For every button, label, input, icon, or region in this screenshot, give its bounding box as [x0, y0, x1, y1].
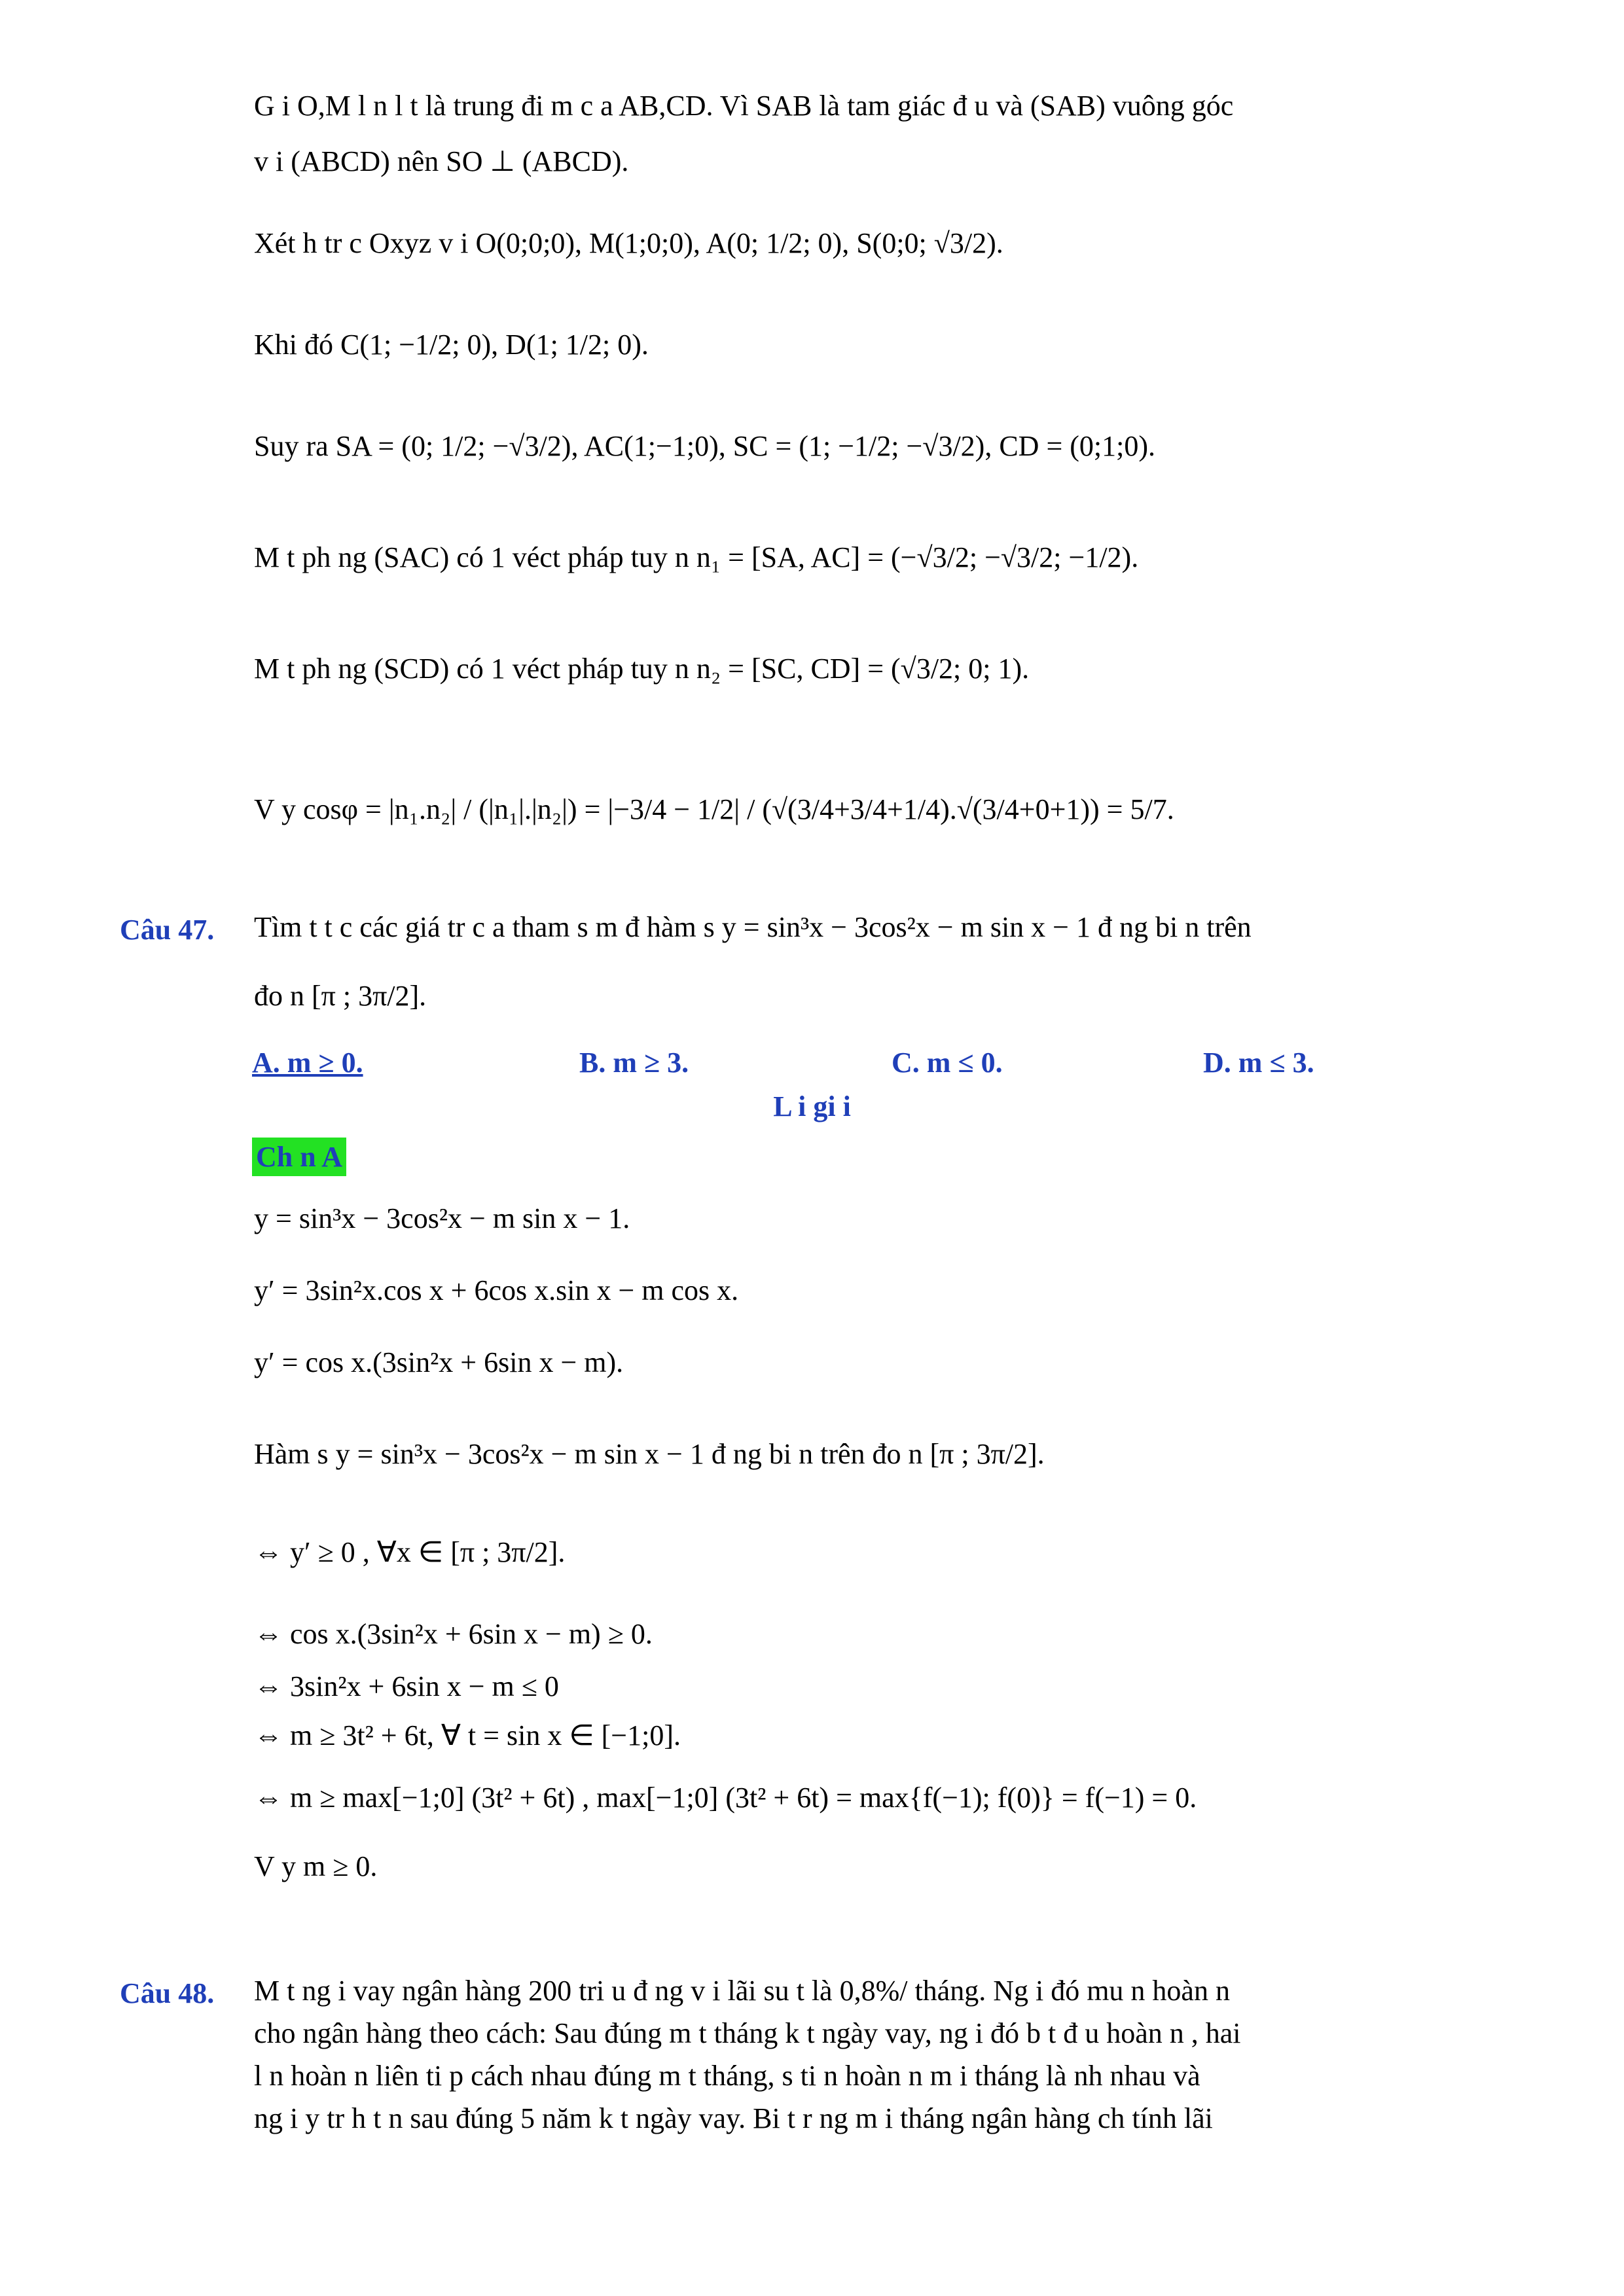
- solution-line-8: ⇔ m ≥ 3t² + 6t, ∀ t = sin x ∈ [−1;0].: [254, 1719, 681, 1751]
- question-48-label: Câu 48.: [120, 1977, 215, 2009]
- solution-line-6: ⇔ cos x.(3sin²x + 6sin x − m) ≥ 0.: [254, 1618, 653, 1650]
- question-48-text-3: l n hoàn n liên ti p cách nhau đúng m t tháng, s ti n hoàn n m i tháng là nh nhau và: [254, 2060, 1200, 2092]
- question-48-text-1: M t ng i vay ngân hàng 200 tri u đ ng v i lãi su t là 0,8%/ tháng. Ng i đó mu n hoàn n: [254, 1975, 1230, 2007]
- choice-badge: Ch n A: [252, 1138, 346, 1176]
- intro-line-8: V y cosφ = |n₁.n₂| / (|n₁|.|n₂|) = |−3/4 − 1/2| / (√(3/4+3/4+1/4).√(3/4+0+1)) = 5/7.: [254, 793, 1174, 825]
- option-d: [1203, 1046, 1314, 1079]
- solution-line-4: Hàm s y = sin³x − 3cos²x − m sin x − 1 đ ng bi n trên đo n [π ; 3π/2].: [254, 1438, 1045, 1470]
- solution-line-3: y′ = cos x.(3sin²x + 6sin x − m).: [254, 1346, 624, 1378]
- solution-line-1: y = sin³x − 3cos²x − m sin x − 1.: [254, 1202, 630, 1234]
- question-47-text-2: đo n [π ; 3π/2].: [254, 980, 427, 1012]
- option-a-text: A. m ≥ 0.: [252, 1047, 363, 1079]
- solution-line-2: y′ = 3sin²x.cos x + 6cos x.sin x − m cos x.: [254, 1274, 739, 1306]
- question-47-label: Câu 47.: [120, 914, 215, 946]
- option-c-text: C. m ≤ 0.: [892, 1047, 1003, 1079]
- intro-line-4: Khi đó C(1; −1/2; 0), D(1; 1/2; 0).: [254, 329, 649, 361]
- option-a: [252, 1046, 363, 1079]
- solution-line-9: ⇔ m ≥ max[−1;0] (3t² + 6t) , max[−1;0] (3t² + 6t) = max{f(−1); f(0)} = f(−1) = 0.: [254, 1782, 1197, 1814]
- question-47-text-1: Tìm t t c các giá tr c a tham s m đ hàm s y = sin³x − 3cos²x − m sin x − 1 đ ng bi n trên: [254, 911, 1252, 943]
- option-d-text: D. m ≤ 3.: [1203, 1047, 1314, 1079]
- solution-line-10: V y m ≥ 0.: [254, 1850, 378, 1882]
- solution-line-5: ⇔ y′ ≥ 0 , ∀x ∈ [π ; 3π/2].: [254, 1536, 566, 1568]
- question-48-text-2: cho ngân hàng theo cách: Sau đúng m t tháng k t ngày vay, ng i đó b t đ u hoàn n , hai: [254, 2017, 1241, 2049]
- intro-line-1: G i O,M l n l t là trung đi m c a AB,CD. Vì SAB là tam giác đ u và (SAB) vuông góc: [254, 90, 1234, 122]
- intro-line-5: Suy ra SA = (0; 1/2; −√3/2), AC(1;−1;0), SC = (1; −1/2; −√3/2), CD = (0;1;0).: [254, 430, 1156, 462]
- solution-line-7: ⇔ 3sin²x + 6sin x − m ≤ 0: [254, 1670, 559, 1702]
- option-c: [892, 1046, 1003, 1079]
- intro-line-7: M t ph ng (SCD) có 1 véct pháp tuy n n₂ = [SC, CD] = (√3/2; 0; 1).: [254, 653, 1030, 685]
- solution-title: L i gi i: [773, 1090, 851, 1122]
- intro-line-3: Xét h tr c Oxyz v i O(0;0;0), M(1;0;0), A(0; 1/2; 0), S(0;0; √3/2).: [254, 227, 1003, 259]
- option-b-text: B. m ≥ 3.: [579, 1047, 689, 1079]
- option-b: [579, 1046, 689, 1079]
- intro-line-6: M t ph ng (SAC) có 1 véct pháp tuy n n₁ = [SA, AC] = (−√3/2; −√3/2; −1/2).: [254, 541, 1139, 573]
- question-48-text-4: ng i y tr h t n sau đúng 5 năm k t ngày vay. Bi t r ng m i tháng ngân hàng ch tính lãi: [254, 2102, 1213, 2134]
- intro-line-2: v i (ABCD) nên SO ⊥ (ABCD).: [254, 145, 629, 177]
